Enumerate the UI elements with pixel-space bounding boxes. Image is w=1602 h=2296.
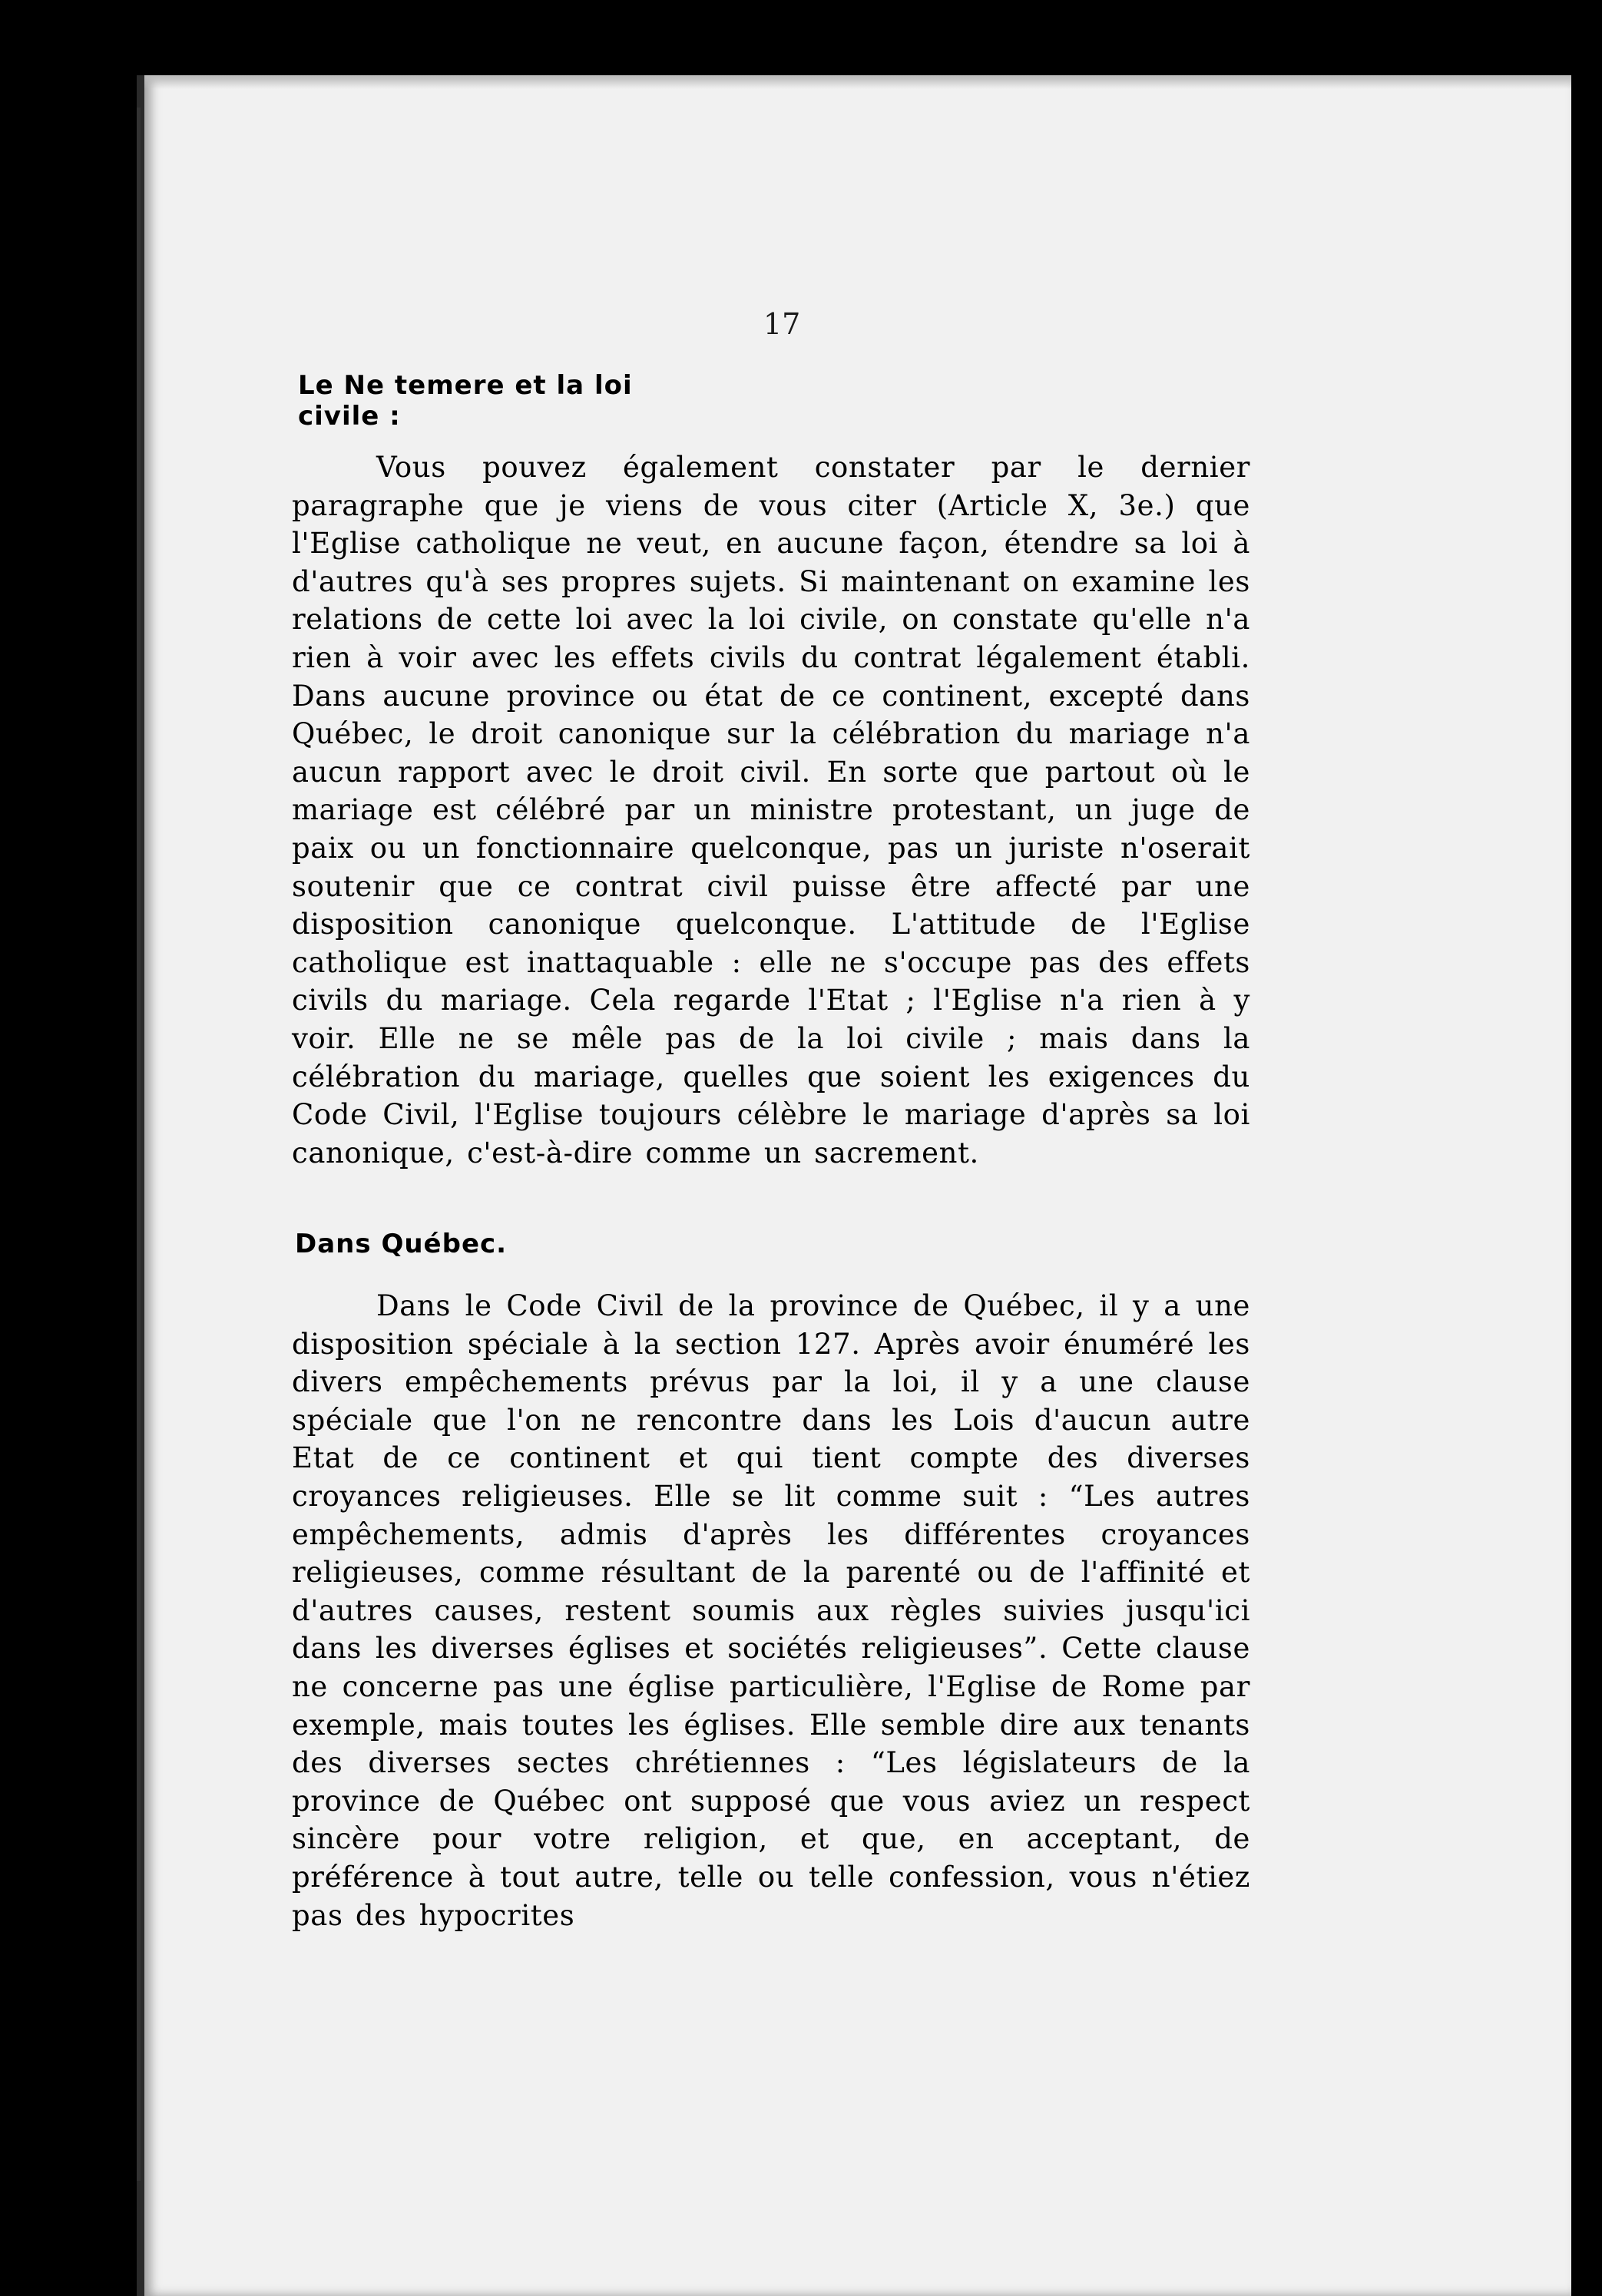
section-heading-quebec: Dans Québec. [295, 1229, 508, 1259]
page-edge-shadow [144, 75, 1571, 89]
page-spine-edge [137, 108, 141, 2181]
paragraph-quebec: Dans le Code Civil de la province de Québec, il y a une disposition spéciale à la section 127. Après avoir énuméré les divers empêchements prévus par la loi, il y a une clause spéciale que l'on ne rencontre dans les Lois d'aucun autre Etat de ce continent et qui tient compte des diverses croyances religieuses. Elle se lit comme suit : “Les autres empêchements, admis d'après les différentes croyances religieuses, comme résultant de la parenté ou de l'affinité et d'autres causes, restent soumis aux règles suivies jusqu'ici dans les diverses églises et sociétés religieuses”. Cette clause ne concerne pas une église particulière, l'Eglise de Rome par exemple, mais toutes les églises. Elle semble dire aux tenants des diverses sectes chrétiennes : “Les législateurs de la province de Québec ont supposé que vous aviez un respect sincère pour votre religion, et que, en acceptant, de préférence à tout autre, telle ou telle confession, vous n'étiez pas des hypocrites [292, 1289, 1250, 1932]
section-heading-ne-temere: Le Ne temere et la loi civile : [298, 370, 633, 432]
paragraph-ne-temere: Vous pouvez également constater par le dernier paragraphe que je viens de vous citer (Article X, 3e.) que l'Eglise catholique ne veut, en aucune façon, étendre sa loi à d'autres qu'à ses propres sujets. Si maintenant on examine les relations de cette loi avec la loi civile, on constate qu'elle n'a rien à voir avec les effets civils du contrat légalement établi. Dans aucune province ou état de ce continent, excepté dans Québec, le droit canonique sur la célébration du mariage n'a aucun rapport avec le droit civil. En sorte que partout où le mariage est célébré par un ministre protestant, un juge de paix ou un fonctionnaire quelconque, pas un juriste n'oserait soutenir que ce contrat civil puisse être affecté par une disposition canonique quelconque. L'attitude de l'Eglise catholique est inattaquable : elle ne s'occupe pas des effets civils du mariage. Cela regarde l'Etat ; l'Eglise n'a rien à y voir. Elle ne se mêle pas de la loi civile ; mais dans la célébration du mariage, quelles que soient les exigences du Code Civil, l'Eglise toujours célèbre le mariage d'après sa loi canonique, c'est-à-dire comme un sacrement. [292, 451, 1250, 1170]
page-number: 17 [763, 307, 801, 341]
